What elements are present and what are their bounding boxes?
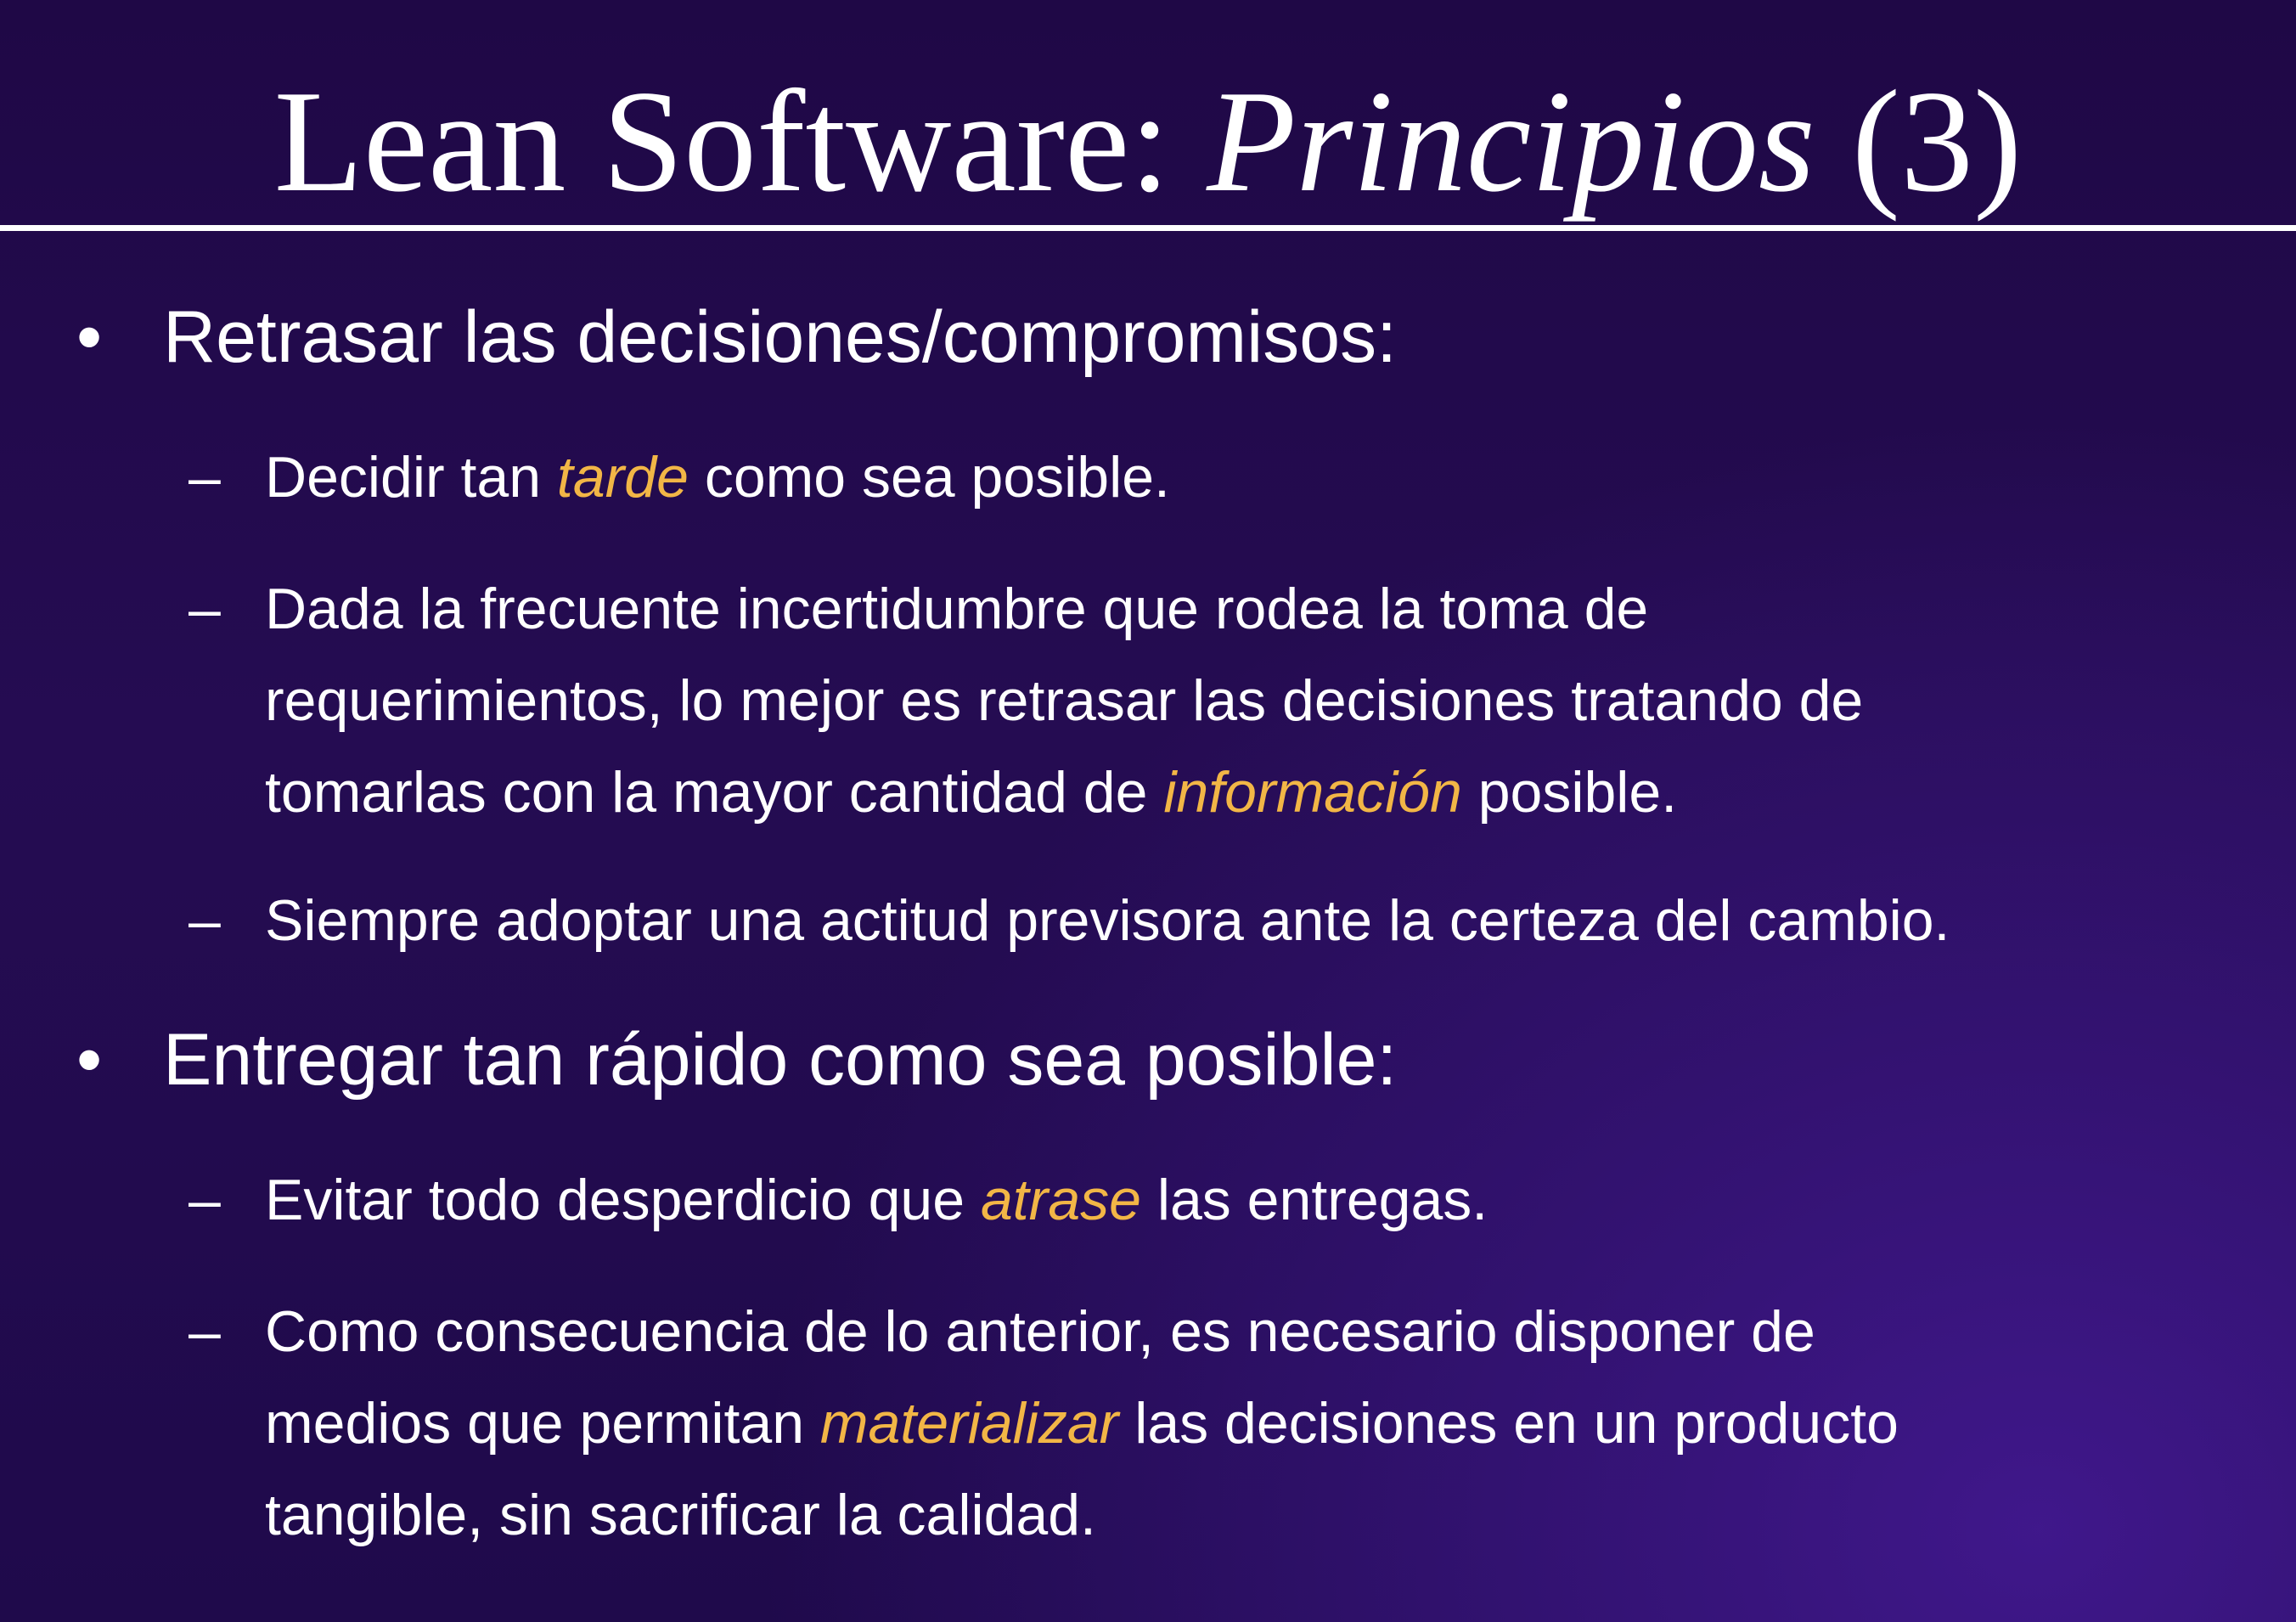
bullet-1-marker: • (76, 296, 103, 378)
sub-item-line: tangible, sin sacrificar la calidad. (265, 1483, 1096, 1547)
sub-item-line: Dada la frecuente incertidumbre que rodea la toma de (265, 577, 1649, 641)
sub-item-marker: – (189, 888, 221, 953)
sub-item-line: Evitar todo desperdicio que atrase las entregas. (265, 1168, 1488, 1232)
sub-item-marker: – (189, 445, 221, 510)
title-suffix: (3) (1815, 61, 2023, 222)
sub-item-line: Como consecuencia de lo anterior, es necesario disponer de (265, 1299, 1815, 1364)
title-italic: Principios (1207, 61, 1815, 222)
highlighted-word: materializar (819, 1391, 1119, 1456)
title-divider (0, 225, 2296, 231)
sub-item-marker: – (189, 1168, 221, 1232)
sub-item-line: Decidir tan tarde como sea posible. (265, 445, 1170, 510)
slide-title (0, 61, 2296, 222)
highlighted-word: información (1163, 760, 1462, 825)
sub-item-line: requerimientos, lo mejor es retrasar las decisiones tratando de (265, 668, 1864, 733)
bullet-1-text: Retrasar las decisiones/compromisos: (163, 296, 1397, 378)
bullet-2-marker: • (76, 1019, 103, 1101)
sub-item-marker: – (189, 577, 221, 641)
sub-item-line: Siempre adoptar una actitud previsora ante la certeza del cambio. (265, 888, 1950, 953)
sub-item-line: tomarlas con la mayor cantidad de información posible. (265, 760, 1678, 825)
sub-item-line: medios que permitan materializar las decisiones en un producto (265, 1391, 1899, 1456)
bullet-2-text: Entregar tan rápido como sea posible: (163, 1019, 1398, 1101)
highlighted-word: tarde (556, 445, 689, 510)
highlighted-word: atrase (980, 1168, 1141, 1232)
sub-item-marker: – (189, 1299, 221, 1364)
title-prefix: Lean Software: (273, 61, 1207, 222)
